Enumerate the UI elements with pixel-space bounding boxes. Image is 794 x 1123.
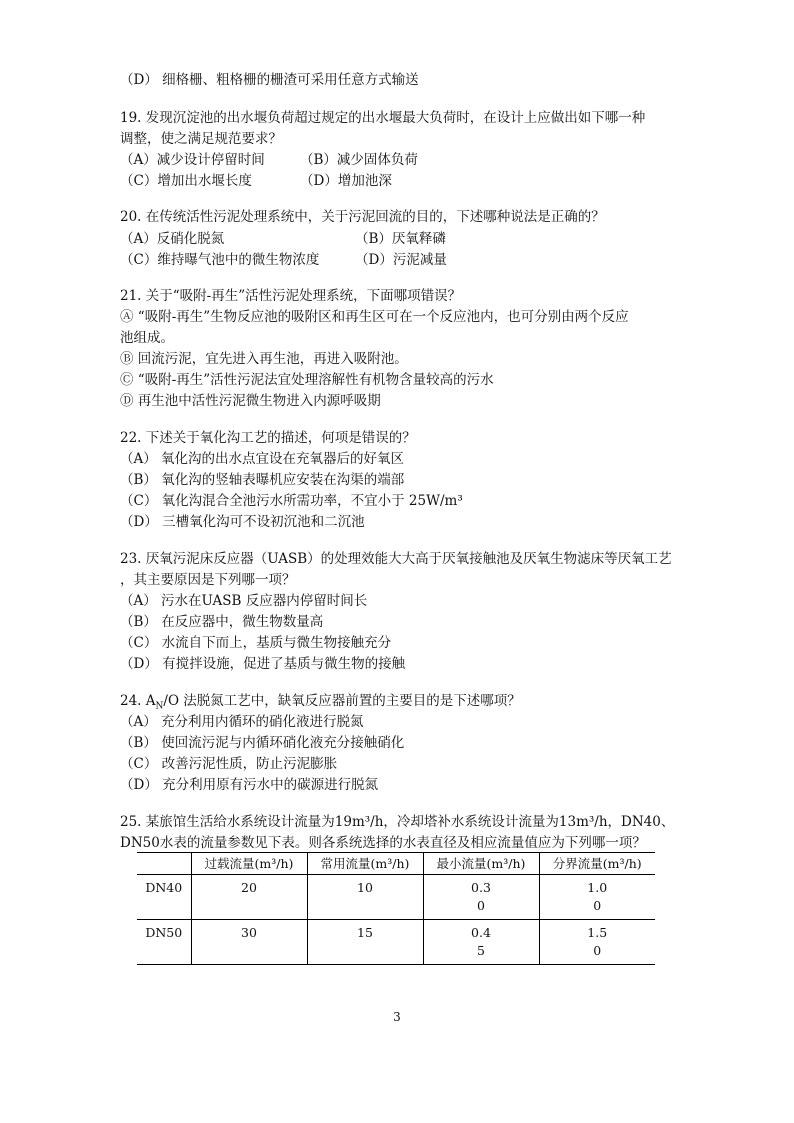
- min-flow: [423, 875, 539, 920]
- min-flow-line2: 5: [477, 943, 485, 958]
- table-header-common: 常用流量(m³/h): [307, 853, 423, 875]
- overload-flow: 20: [191, 875, 307, 920]
- boundary-flow: [539, 875, 655, 920]
- boundary-flow-line1: 1.5: [587, 925, 608, 940]
- q22-option-d: （D） 三槽氧化沟可不设初沉池和二沉池: [120, 514, 365, 530]
- q25-stem-line2: DN50水表的流量参数见下表。则各系统选择的水表直径及相应流量值应为下列哪一项？: [120, 835, 646, 851]
- page-number: 3: [393, 1010, 401, 1024]
- min-flow-line1: 0.4: [471, 925, 491, 940]
- q19-stem-line2: 调整，使之满足规范要求？: [120, 131, 282, 147]
- water-meter-table: [137, 852, 655, 965]
- prev-question-option-d: （D） 细格栅、粗格栅的栅渣可采用任意方式输送: [120, 72, 419, 88]
- q22-option-c: （C） 氧化沟混合全池污水所需功率，不宜小于 25W/m³: [120, 493, 463, 509]
- q22-stem: 22. 下述关于氧化沟工艺的描述，何项是错误的？: [120, 430, 416, 446]
- table-header-row: [137, 853, 655, 875]
- table-header-blank: [137, 853, 191, 875]
- q24-option-a: （A） 充分利用内循环的硝化液进行脱氮: [120, 714, 364, 730]
- q21-option-a-line2: 池组成。: [120, 330, 174, 346]
- q20-option-a: （A）反硝化脱氮: [120, 231, 225, 247]
- min-flow-line1: 0.3: [471, 880, 491, 895]
- q19-option-b: （B）减少固体负荷: [300, 152, 418, 168]
- common-flow: 10: [307, 875, 423, 920]
- q19-option-a: （A）减少设计停留时间: [120, 152, 265, 168]
- q21-option-b: Ⓑ 回流污泥，宜先进入再生池，再进入吸附池。: [120, 351, 408, 367]
- table-header-boundary: 分界流量(m³/h): [539, 853, 655, 875]
- table-header-min: 最小流量(m³/h): [423, 853, 539, 875]
- common-flow: 15: [307, 920, 423, 965]
- q22-option-a: （A） 氧化沟的出水点宜设在充氧器后的好氧区: [120, 451, 405, 467]
- boundary-flow-line2: 0: [593, 898, 602, 913]
- q25-stem-line1: 25. 某旅馆生活给水系统设计流量为19m³/h，冷却塔补水系统设计流量为13m³/h，DN40、: [120, 814, 675, 830]
- q24-stem-rest: /O 法脱氮工艺中，缺氧反应器前置的主要目的是下述哪项？: [163, 693, 521, 709]
- q20-option-d: （D）污泥减量: [355, 252, 447, 268]
- q21-option-d: Ⓓ 再生池中活性污泥微生物进入内源呼吸期: [120, 393, 381, 409]
- q22-option-b: （B） 氧化沟的竖轴表曝机应安装在沟渠的端部: [120, 472, 405, 488]
- q19-stem-line1: 19. 发现沉淀池的出水堰负荷超过规定的出水堰最大负荷时，在设计上应做出如下哪一种: [120, 110, 646, 126]
- min-flow: [423, 920, 539, 965]
- q24-option-c: （C） 改善污泥性质，防止污泥膨胀: [120, 756, 338, 772]
- q20-stem: 20. 在传统活性污泥处理系统中，关于污泥回流的目的，下述哪种说法是正确的？: [120, 209, 605, 225]
- q23-option-b: （B） 在反应器中，微生物数量高: [120, 614, 324, 630]
- q23-stem-line1: 23. 厌氧污泥床反应器（UASB）的处理效能大大高于厌氧接触池及厌氧生物滤床等厌氧工艺: [120, 551, 672, 567]
- q23-option-a: （A） 污水在UASB 反应器内停留时间长: [120, 593, 368, 609]
- q24-option-d: （D） 充分利用原有污水中的碳源进行脱氮: [120, 777, 379, 793]
- q21-option-c: Ⓒ “吸附-再生”活性污泥法宜处理溶解性有机物含量较高的污水: [120, 372, 494, 388]
- q24-option-b: （B） 使回流污泥与内循环硝化液充分接触硝化: [120, 735, 405, 751]
- q19-option-d: （D）增加池深: [300, 173, 392, 189]
- boundary-flow: [539, 920, 655, 965]
- q24-stem-subscript: N: [155, 701, 164, 712]
- table-row: [137, 875, 655, 920]
- q23-option-c: （C） 水流自下而上，基质与微生物接触充分: [120, 635, 392, 651]
- q23-stem-line2: ，其主要原因是下列哪一项？: [120, 572, 296, 588]
- q23-option-d: （D） 有搅拌设施，促进了基质与微生物的接触: [120, 656, 406, 672]
- min-flow-line2: 0: [477, 898, 485, 913]
- q20-option-c: （C）维持曝气池中的微生物浓度: [120, 252, 320, 268]
- q21-option-a-line1: Ⓐ “吸附-再生”生物反应池的吸附区和再生区可在一个反应池内，也可分别由两个反应: [120, 309, 629, 325]
- boundary-flow-line1: 1.0: [587, 880, 608, 895]
- table-header-overload: 过载流量(m³/h): [191, 853, 307, 875]
- q21-stem: 21. 关于“吸附-再生”活性污泥处理系统，下面哪项错误？: [120, 288, 462, 304]
- overload-flow: 30: [191, 920, 307, 965]
- boundary-flow-line2: 0: [593, 943, 602, 958]
- row-name: DN40: [137, 875, 191, 920]
- q19-option-c: （C）增加出水堰长度: [120, 173, 252, 189]
- q24-stem-prefix: 24. A: [120, 693, 156, 709]
- q20-option-b: （B）厌氧释磷: [355, 231, 446, 247]
- row-name: DN50: [137, 920, 191, 965]
- table-row: [137, 920, 655, 965]
